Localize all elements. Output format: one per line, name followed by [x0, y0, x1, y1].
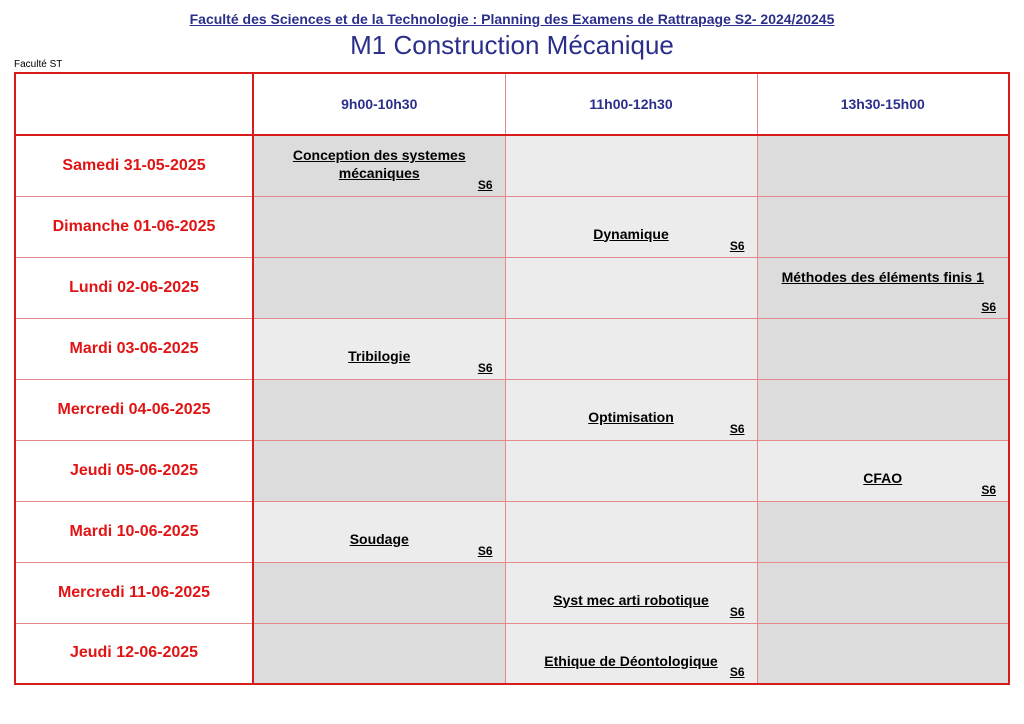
corner-cell	[15, 73, 253, 135]
exam-subject: Méthodes des éléments finis 1	[781, 268, 984, 285]
empty-cell	[505, 135, 757, 196]
exam-subject: Dynamique	[593, 225, 669, 242]
table-row	[15, 501, 1009, 562]
exam-cell	[505, 196, 757, 257]
day-cell: Mardi 03-06-2025	[15, 318, 253, 379]
empty-cell	[253, 623, 505, 684]
day-cell: Dimanche 01-06-2025	[15, 196, 253, 257]
header-row	[15, 73, 1009, 135]
empty-cell	[505, 318, 757, 379]
empty-cell	[253, 257, 505, 318]
semester-label: S6	[477, 360, 493, 375]
exam-cell	[757, 440, 1009, 501]
table-row	[15, 440, 1009, 501]
day-cell: Lundi 02-06-2025	[15, 257, 253, 318]
day-cell: Jeudi 05-06-2025	[15, 440, 253, 501]
semester-label: S6	[477, 543, 493, 558]
empty-cell	[253, 196, 505, 257]
exam-subject: Conception des systemes mécaniques	[292, 147, 466, 181]
document-title: Faculté des Sciences et de la Technologie : Planning des Examens de Rattrapage S2- 2024/20245	[189, 11, 835, 27]
exam-cell	[253, 318, 505, 379]
empty-cell	[505, 501, 757, 562]
table-row	[15, 257, 1009, 318]
exam-subject: CFAO	[863, 469, 903, 486]
semester-label: S6	[729, 604, 745, 619]
table-row	[15, 318, 1009, 379]
slot-header-1: 9h00-10h30	[253, 73, 505, 135]
exam-subject: Tribilogie	[348, 347, 411, 364]
empty-cell	[757, 379, 1009, 440]
exam-subject: Syst mec arti robotique	[553, 591, 709, 608]
empty-cell	[505, 257, 757, 318]
empty-cell	[757, 623, 1009, 684]
semester-label: S6	[981, 482, 996, 497]
table-row	[15, 135, 1009, 196]
empty-cell	[757, 501, 1009, 562]
table-row	[15, 562, 1009, 623]
day-cell: Mercredi 04-06-2025	[15, 379, 253, 440]
table-row	[15, 379, 1009, 440]
table-row	[15, 196, 1009, 257]
day-cell: Mercredi 11-06-2025	[15, 562, 253, 623]
semester-label: S6	[729, 421, 745, 436]
exam-cell	[505, 623, 757, 684]
empty-cell	[757, 196, 1009, 257]
day-cell: Jeudi 12-06-2025	[15, 623, 253, 684]
exam-cell	[505, 562, 757, 623]
exam-schedule-table	[14, 72, 1010, 685]
empty-cell	[757, 562, 1009, 623]
exam-subject: Soudage	[349, 530, 409, 547]
empty-cell	[253, 562, 505, 623]
empty-cell	[757, 135, 1009, 196]
empty-cell	[757, 318, 1009, 379]
semester-label: S6	[729, 238, 745, 253]
day-cell: Mardi 10-06-2025	[15, 501, 253, 562]
semester-label: S6	[729, 665, 745, 679]
day-cell: Samedi 31-05-2025	[15, 135, 253, 196]
slot-header-2: 11h00-12h30	[505, 73, 757, 135]
slot-header-3: 13h30-15h00	[757, 73, 1009, 135]
exam-cell	[253, 135, 505, 196]
exam-cell	[757, 257, 1009, 318]
empty-cell	[505, 440, 757, 501]
semester-label: S6	[477, 177, 493, 192]
semester-label: S6	[981, 299, 996, 314]
empty-cell	[253, 379, 505, 440]
exam-subject: Optimisation	[588, 408, 674, 425]
exam-subject: Ethique de Déontologique	[544, 652, 718, 669]
empty-cell	[253, 440, 505, 501]
exam-cell	[505, 379, 757, 440]
exam-cell	[253, 501, 505, 562]
faculty-label: Faculté ST	[14, 59, 63, 70]
table-row	[15, 623, 1009, 684]
program-title: M1 Construction Mécanique	[350, 30, 674, 60]
